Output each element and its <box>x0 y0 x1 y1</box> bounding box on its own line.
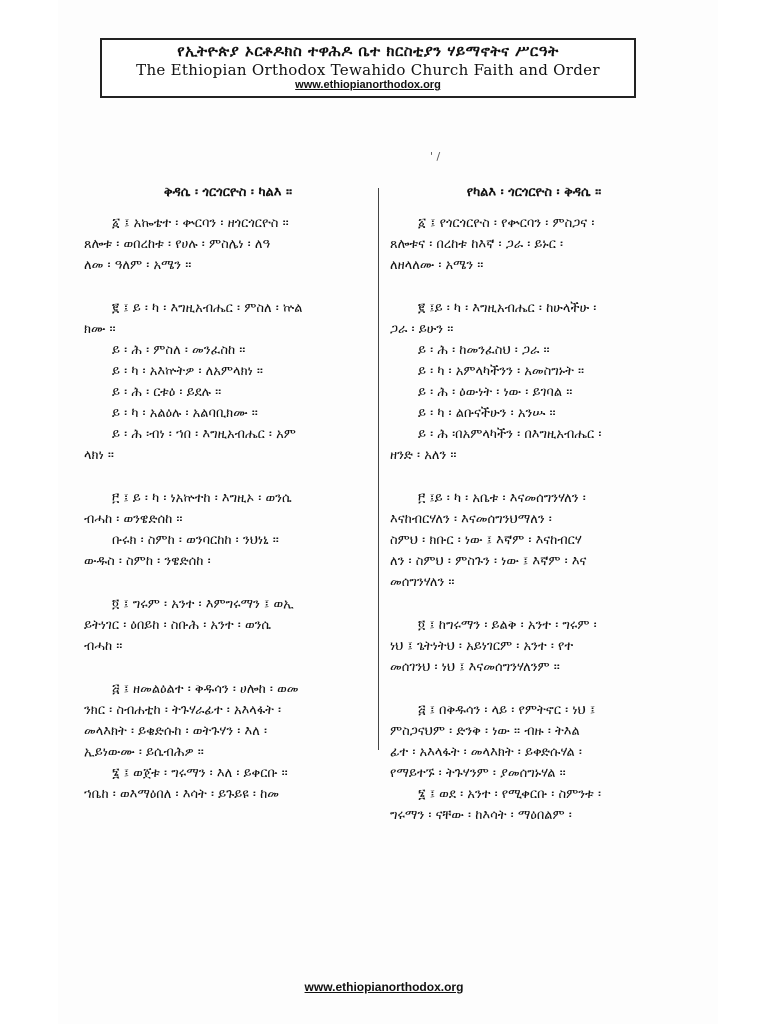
column-divider <box>378 188 379 750</box>
text-line: ፫ ፤ ይ ፡ ካ ፡ ነአኵተከ ፡ እግዚኦ ፡ ወንሴ <box>112 491 292 506</box>
text-line: ይ ፡ ሕ ፡ብነ ፡ ኀበ ፡ እግዚአብሔር ፡ አም <box>112 427 296 442</box>
text-line: ጸሎቱ ፡ ወበረከቱ ፡ የሀሉ ፡ ምስሌነ ፡ ለዓ <box>84 237 271 252</box>
text-line: ፪ ፤ ይ ፡ ካ ፡ እግዚአብሔር ፡ ምስለ ፡ ኵል <box>112 301 303 316</box>
text-line: ፭ ፤ በቅዱሳን ፡ ላይ ፡ የምትኖር ፡ ነህ ፤ <box>418 703 596 718</box>
amharic-column-title: የካልእ ፡ ጎርጎርዮስ ፡ ቅዳሴ ። <box>466 185 602 200</box>
stray-marks: ' / <box>430 150 441 163</box>
paragraph-gap <box>84 572 372 594</box>
text-line: ፩ ፤ የጎርጎርዮስ ፡ የቍርባን ፡ ምስጋና ፡ <box>418 216 595 231</box>
text-line: ዘንድ ፡ አለን ። <box>390 448 457 463</box>
text-line: መላእክት ፡ ይቄድሱከ ፡ ወትጉሃን ፡ እለ ፡ <box>84 724 268 739</box>
paragraph-gap <box>390 593 678 615</box>
text-line: ለን ፡ ስምህ ፡ ምስጉን ፡ ነው ፤ እኛም ፡ እና <box>390 554 587 569</box>
text-line: ፮ ፤ ወደ ፡ አንተ ፡ የሚቀርቡ ፡ ስምንቱ ፡ <box>418 787 602 802</box>
text-line: ምስጋናህም ፡ ድንቅ ፡ ነው ። ብዙ ፡ ትእል <box>390 724 580 739</box>
text-line: ለመ ፡ ዓለም ፡ አሜን ። <box>84 258 192 273</box>
paragraph-gap <box>390 276 678 298</box>
text-line: ኢይነውሙ ፡ ይሴብሕዎ ። <box>84 745 204 760</box>
text-line: ለዘላለሙ ፡ አሜን ። <box>390 258 484 273</box>
text-line: ስምህ ፡ ክቡር ፡ ነው ፤ እኛም ፡ እናከብርሃ <box>390 533 582 548</box>
text-line: የማይተኙ ፡ ትጉሃንም ፡ ያመሰግኑሃል ። <box>390 766 566 781</box>
paragraph-gap <box>84 276 372 298</box>
document-header <box>100 38 636 98</box>
text-line: ብሓከ ፡ ወንዌድሰከ ። <box>84 512 183 527</box>
text-line: ይ ፡ ካ ፡ ልቡናችሁን ፡ አንሡ ። <box>418 406 556 421</box>
geez-column-title: ቅዳሴ ፡ ጎርጎርዮስ ፡ ካልእ ። <box>163 185 293 200</box>
amharic-column <box>390 182 678 826</box>
text-line: ፬ ፤ ግሩም ፡ አንተ ፡ እምግሩማን ፤ ወኢ <box>112 597 294 612</box>
text-line: ላክነ ። <box>84 448 114 463</box>
text-line: ይ ፡ ሕ ፡ ርቱዕ ፡ ይደሉ ። <box>112 385 222 400</box>
text-line: ብሓከ ። <box>84 639 123 654</box>
text-line: ይ ፡ ካ ፡ አምላካችንን ፡ አመስግኑት ። <box>418 364 585 379</box>
text-line: ፭ ፤ ዘመልዕልተ ፡ ቅዱሳን ፡ ሀሎከ ፡ ወመ <box>112 682 299 697</box>
paragraph-gap <box>84 657 372 679</box>
paragraph-gap <box>390 466 678 488</box>
text-line: ንክር ፡ ስብሐቲከ ፡ ትጉሃራፊተ ፡ አእላፋት ፡ <box>84 703 282 718</box>
text-line: ይ ፡ ሕ ፡ ዕውነት ፡ ነው ፡ ይገባል ። <box>418 385 573 400</box>
text-line: ፮ ፤ ወጀቱ ፡ ግሩማን ፡ እለ ፡ ይቀርቡ ። <box>112 766 288 781</box>
text-line: ክሙ ። <box>84 322 116 337</box>
text-line: ይ ፡ ሕ ፡በአምላካችን ፡ በእግዚአብሔር ፡ <box>418 427 602 442</box>
text-line: ይ ፡ ሕ ፡ ምስለ ፡ መንፈስከ ። <box>112 343 246 358</box>
text-line: ይ ፡ ሕ ፡ ከመንፈስህ ፡ ጋራ ። <box>418 343 550 358</box>
paragraph-gap <box>390 678 678 700</box>
text-line: ነህ ፤ ጌትነትህ ፡ አይነገርም ፡ አንተ ፡ የተ <box>390 639 574 654</box>
header-title-english: The Ethiopian Orthodox Tewahido Church Faith and Order <box>136 61 600 79</box>
text-line: ይትነገር ፡ ዕበይከ ፡ ስቡሕ ፡ አንተ ፡ ወንሴ <box>84 618 272 633</box>
text-line: ጋራ ፡ ይሁን ። <box>390 322 454 337</box>
text-line: ፪ ፤ይ ፡ ካ ፡ እግዚአብሔር ፡ ከሁላችሁ ፡ <box>418 301 597 316</box>
paragraph-gap <box>84 466 372 488</box>
header-url-link[interactable]: www.ethiopianorthodox.org <box>295 79 441 91</box>
text-line: ፬ ፤ ከግሩማን ፡ ይልቅ ፡ አንተ ፡ ግሩም ፡ <box>418 618 597 633</box>
text-line: ፩ ፤ አኰቴተ ፡ ቍርባን ፡ ዘጎርጎርዮስ ። <box>112 216 289 231</box>
text-line: ኀቤከ ፡ ወእማዕበለ ፡ እሳት ፡ ይጉይዩ ፡ ከመ <box>84 787 280 802</box>
header-title-geez: የኢትዮጵያ ኦርቶዶክስ ተዋሕዶ ቤተ ክርስቲያን ሃይማኖትና ሥርዓት <box>177 42 559 60</box>
text-line: እናከብርሃለን ፡ እናመሰግንህማለን ፡ <box>390 512 552 527</box>
text-line: መሰግንሃለን ። <box>390 575 455 590</box>
text-line: መሰገንህ ፡ ነህ ፤ እናመሰግንሃለንም ። <box>390 660 560 675</box>
footer-url-link[interactable]: www.ethiopianorthodox.org <box>304 980 464 994</box>
geez-column <box>84 182 372 805</box>
text-line: ግሩማን ፡ ናቸው ፡ ከእሳት ፡ ማዕበልም ፡ <box>390 808 572 823</box>
text-line: ጸሎቱና ፡ በረከቱ ከእኛ ፡ ጋራ ፡ ይኑር ፡ <box>390 237 564 252</box>
text-line: ይ ፡ ካ ፡ አልዕሉ ፡ አልባቢክሙ ። <box>112 406 258 421</box>
text-line: ውዱስ ፡ ስምከ ፡ ንዌድሰከ ፡ <box>84 554 211 569</box>
text-line: ይ ፡ ካ ፡ አእኵትዎ ፡ ለአምላክነ ። <box>112 364 263 379</box>
text-line: ቡሩክ ፡ ስምከ ፡ ወንባርከከ ፡ ንህነኒ ። <box>112 533 279 548</box>
text-line: ፊተ ፡ አእላፋት ፡ መላእክት ፡ ይቀድሱሃል ፡ <box>390 745 582 760</box>
text-line: ፫ ፤ይ ፡ ካ ፡ አቤቱ ፡ እናመሰግንሃለን ፡ <box>418 491 586 506</box>
